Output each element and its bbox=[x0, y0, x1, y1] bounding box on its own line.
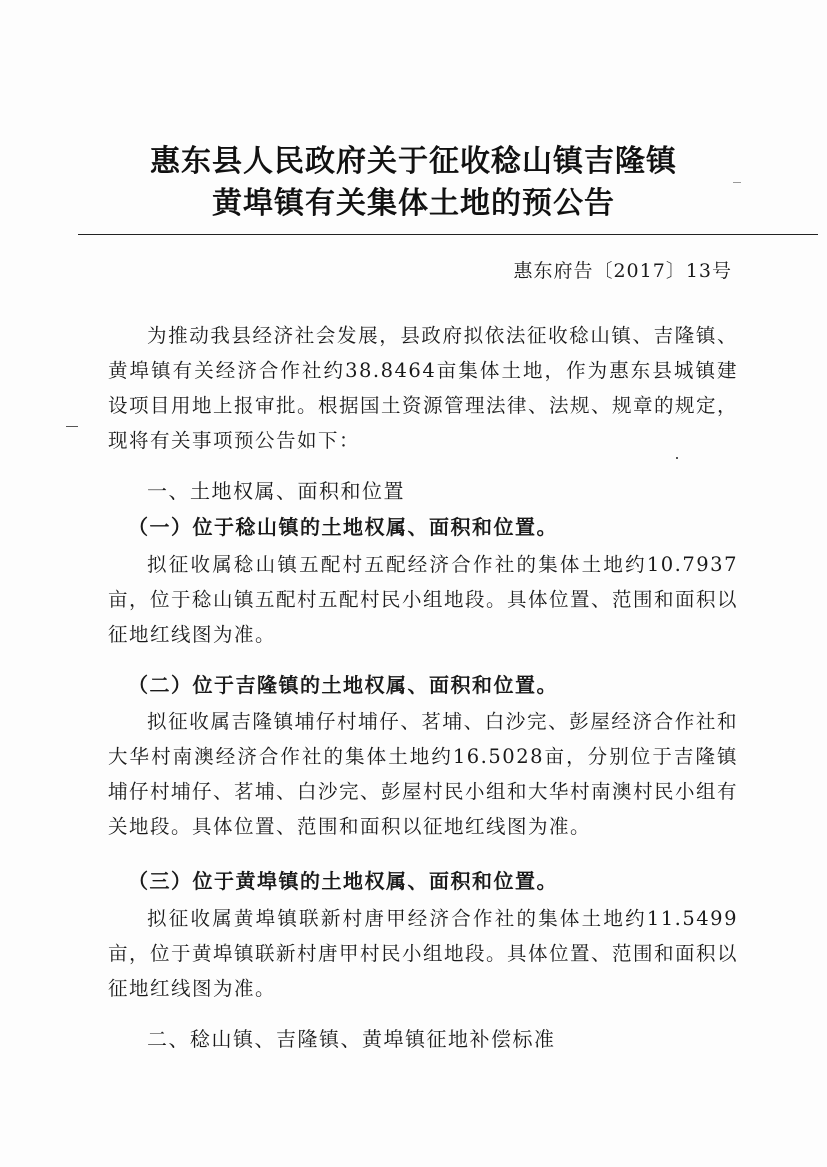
scan-artifact bbox=[66, 426, 78, 427]
title-divider bbox=[78, 234, 818, 235]
document-title-line1: 惠东县人民政府关于征收稔山镇吉隆镇 bbox=[150, 144, 677, 179]
sub3-paragraph: 拟征收属黄埠镇联新村唐甲经济合作社的集体土地约11.5499亩，位于黄埠镇联新村唐甲村民小组地段。具体位置、范围和面积以征地红线图为准。 bbox=[108, 907, 739, 1000]
intro-paragraph: 为推动我县经济社会发展，县政府拟依法征收稔山镇、吉隆镇、黄埠镇有关经济合作社约38.8464亩集体土地，作为惠东县城镇建设项目用地上报审批。根据国土资源管理法律、法规、规章的规定，现将有关事项预公告如下： bbox=[108, 324, 739, 452]
scan-artifact bbox=[676, 457, 678, 459]
sub1-heading: （一）位于稔山镇的土地权属、面积和位置。 bbox=[128, 515, 558, 539]
scan-artifact bbox=[733, 182, 741, 183]
sub1-paragraph: 拟征收属稔山镇五配村五配经济合作社的集体土地约10.7937亩，位于稔山镇五配村五配村民小组地段。具体位置、范围和面积以征地红线图为准。 bbox=[108, 553, 739, 646]
section2-heading: 二、稔山镇、吉隆镇、黄埠镇征地补偿标准 bbox=[147, 1027, 556, 1051]
section1-heading: 一、土地权属、面积和位置 bbox=[147, 479, 405, 503]
sub3-heading: （三）位于黄埠镇的土地权属、面积和位置。 bbox=[128, 869, 558, 893]
sub2-heading: （二）位于吉隆镇的土地权属、面积和位置。 bbox=[128, 673, 558, 697]
sub2-paragraph: 拟征收属吉隆镇埔仔村埔仔、茗埔、白沙完、彭屋经济合作社和大华村南澳经济合作社的集体土地约16.5028亩，分别位于吉隆镇埔仔村埔仔、茗埔、白沙完、彭屋村民小组和大华村南澳村民小组有关地段。具体位置、范围和面积以征地红线图为准。 bbox=[108, 710, 739, 838]
document-title-line2: 黄埠镇有关集体土地的预公告 bbox=[212, 186, 615, 221]
document-number: 惠东府告〔2017〕13号 bbox=[513, 260, 732, 282]
